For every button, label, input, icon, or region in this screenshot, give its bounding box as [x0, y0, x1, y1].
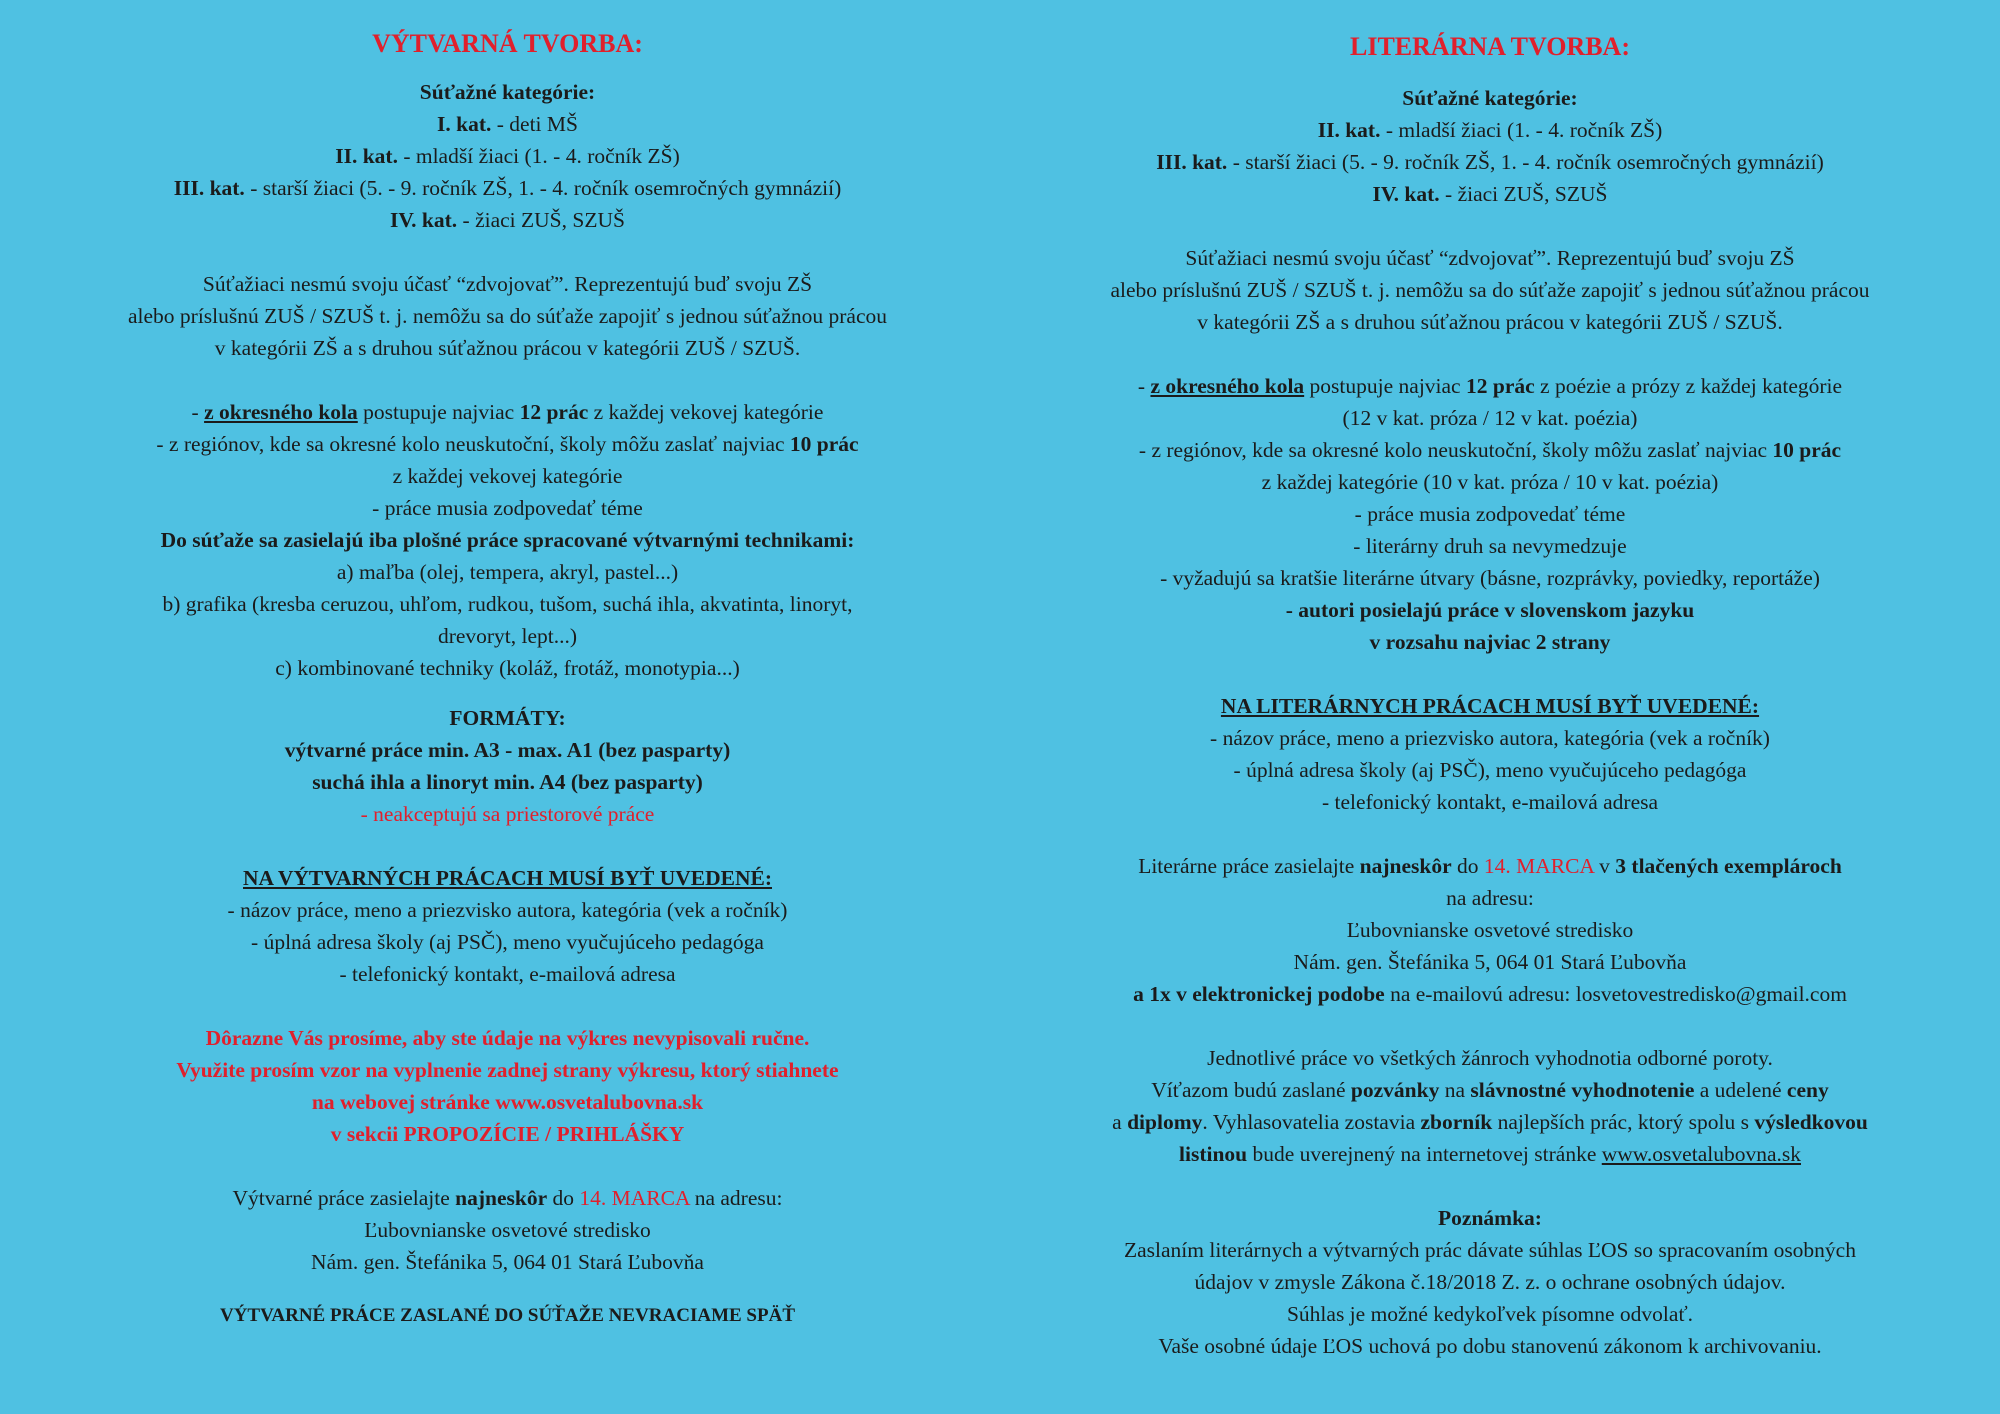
categories-heading: Súťažné kategórie:: [1402, 86, 1578, 110]
category-item: II. kat. - mladší žiaci (1. - 4. ročník ZŠ): [335, 144, 680, 168]
district-round-link: z okresného kola: [1150, 374, 1305, 398]
theme-line: - práce musia zodpovedať téme: [372, 496, 643, 520]
warning-line: v sekcii PROPOZÍCIE / PRIHLÁŠKY: [330, 1122, 685, 1146]
address-line: Nám. gen. Štefánika 5, 064 01 Stará Ľubovňa: [311, 1250, 704, 1274]
rule-item: - práce musia zodpovedať téme: [1354, 502, 1626, 526]
no-return-notice: VÝTVARNÉ PRÁCE ZASLANÉ DO SÚŤAŽE NEVRACIAME SPÄŤ: [219, 1305, 795, 1326]
warning-line: Dôrazne Vás prosíme, aby ste údaje na výkres nevypisovali ručne.: [205, 1026, 810, 1050]
category-item: IV. kat. - žiaci ZUŠ, SZUŠ: [1372, 182, 1608, 206]
technique-item: a) maľba (olej, tempera, akryl, pastel...): [336, 560, 679, 584]
literary-column: [1020, 0, 1960, 1362]
category-item: III. kat. - starší žiaci (5. - 9. ročník ZŠ, 1. - 4. ročník osemročných gymnázií): [173, 176, 842, 200]
rule-line: alebo príslušnú ZUŠ / SZUŠ t. j. nemôžu sa do súťaže zapojiť s jednou súťažnou prácou: [127, 304, 888, 328]
note-line: údajov v zmysle Zákona č.18/2018 Z. z. o ochrane osobných údajov.: [1194, 1270, 1786, 1294]
literary-title: LITERÁRNA TVORBA:: [1350, 32, 1630, 61]
district-round-line: - z okresného kola postupuje najviac 12 prác z poézie a prózy z každej kategórie: [1137, 374, 1843, 398]
region-line-2: z každej kategórie (10 v kat. próza / 10 v kat. poézia): [1261, 470, 1719, 494]
must-item: - telefonický kontakt, e-mailová adresa: [1321, 790, 1659, 814]
warning-line: na webovej stránke www.osvetalubovna.sk: [311, 1090, 704, 1114]
language-line: v rozsahu najviac 2 strany: [1369, 630, 1611, 654]
note-heading: Poznámka:: [1438, 1206, 1542, 1230]
rule-line: v kategórii ZŠ a s druhou súťažnou prácou v kategórii ZUŠ / SZUŠ.: [1197, 310, 1783, 334]
evaluation-line: Víťazom budú zaslané pozvánky na slávnostné vyhodnotenie a udelené ceny: [1151, 1078, 1829, 1102]
categories-heading: Súťažné kategórie:: [419, 80, 596, 104]
must-item: - telefonický kontakt, e-mailová adresa: [339, 962, 676, 986]
warning-line: Využite prosím vzor na vyplnenie zadnej strany výkresu, ktorý stiahnete: [176, 1058, 839, 1082]
rule-line: v kategórii ZŠ a s druhou súťažnou prácou v kategórii ZUŠ / SZUŠ.: [214, 336, 801, 360]
region-line: - z regiónov, kde sa okresné kolo neuskutoční, školy môžu zaslať najviac 10 prác: [1138, 438, 1842, 462]
category-item: IV. kat. - žiaci ZUŠ, SZUŠ: [390, 208, 625, 232]
send-line-2: na adresu:: [1446, 886, 1534, 910]
address-line: Ľubovnianske osvetové stredisko: [364, 1218, 651, 1242]
address-line: Ľubovnianske osvetové stredisko: [1346, 918, 1634, 942]
deadline-date: 14. MARCA: [579, 1186, 690, 1210]
note-line: Vaše osobné údaje ĽOS uchová po dobu stanovenú zákonom k archivovaniu.: [1158, 1334, 1822, 1358]
rule-item: - literárny druh sa nevymedzuje: [1353, 534, 1627, 558]
format-item: výtvarné práce min. A3 - max. A1 (bez pasparty): [284, 738, 731, 762]
rule-line: Súťažiaci nesmú svoju účasť “zdvojovať”. Reprezentujú buď svoju ZŠ: [1185, 246, 1795, 270]
visual-art-title: VÝTVARNÁ TVORBA:: [372, 29, 643, 58]
district-round-link: z okresného kola: [204, 400, 358, 424]
category-item: II. kat. - mladší žiaci (1. - 4. ročník ZŠ): [1317, 118, 1663, 142]
rule-line: alebo príslušnú ZUŠ / SZUŠ t. j. nemôžu sa do súťaže zapojiť s jednou súťažnou prácou: [1110, 278, 1870, 302]
send-line: Výtvarné práce zasielajte najneskôr do 14. MARCA na adresu:: [232, 1186, 783, 1210]
district-round-line: - z okresného kola postupuje najviac 12 prác z každej vekovej kategórie: [191, 400, 824, 424]
must-item: - názov práce, meno a priezvisko autora, kategória (vek a ročník): [227, 898, 788, 922]
note-line: Súhlas je možné kedykoľvek písomne odvolať.: [1286, 1302, 1694, 1326]
must-item: - názov práce, meno a priezvisko autora, kategória (vek a ročník): [1210, 726, 1770, 750]
evaluation-line: Jednotlivé práce vo všetkých žánroch vyhodnotia odborné poroty.: [1207, 1046, 1773, 1070]
formats-heading: FORMÁTY:: [449, 706, 566, 730]
category-item: I. kat. - deti MŠ: [437, 112, 578, 136]
evaluation-line: listinou bude uverejnený na internetovej stránke www.osvetalubovna.sk: [1179, 1142, 1801, 1166]
must-item: - úplná adresa školy (aj PSČ), meno vyučujúceho pedagóga: [1233, 758, 1747, 782]
region-line-2: z každej vekovej kategórie: [392, 464, 623, 488]
must-item: - úplná adresa školy (aj PSČ), meno vyučujúceho pedagóga: [251, 930, 764, 954]
must-heading: NA LITERÁRNYCH PRÁCACH MUSÍ BYŤ UVEDENÉ:: [1220, 694, 1760, 718]
address-line: Nám. gen. Štefánika 5, 064 01 Stará Ľubovňa: [1293, 950, 1687, 974]
district-round-line-2: (12 v kat. próza / 12 v kat. poézia): [1342, 406, 1638, 430]
must-heading: NA VÝTVARNÝCH PRÁCACH MUSÍ BYŤ UVEDENÉ:: [243, 866, 772, 890]
visual-art-column: [40, 0, 975, 1332]
rule-item: - vyžadujú sa kratšie literárne útvary (básne, rozprávky, poviedky, reportáže): [1160, 566, 1820, 590]
format-item: suchá ihla a linoryt min. A4 (bez pasparty): [312, 770, 703, 794]
evaluation-line: a diplomy. Vyhlasovatelia zostavia zborník najlepších prác, ktorý spolu s výsledkovou: [1112, 1110, 1868, 1134]
region-line: - z regiónov, kde sa okresné kolo neuskutoční, školy môžu zaslať najviac 10 prác: [156, 432, 859, 456]
techniques-heading: Do súťaže sa zasielajú iba plošné práce spracované výtvarnými technikami:: [160, 528, 855, 552]
electronic-line: a 1x v elektronickej podobe na e-mailovú adresu: losvetovestredisko@gmail.com: [1133, 982, 1847, 1006]
note-line: Zaslaním literárnych a výtvarných prác dávate súhlas ĽOS so spracovaním osobných: [1124, 1238, 1856, 1262]
send-line: Literárne práce zasielajte najneskôr do 14. MARCA v 3 tlačených exemplároch: [1138, 854, 1842, 878]
technique-item: c) kombinované techniky (koláž, frotáž, monotypia...): [275, 656, 740, 680]
language-line: - autori posielajú práce v slovenskom jazyku: [1285, 598, 1695, 622]
deadline-date: 14. MARCA: [1483, 854, 1594, 878]
rule-line: Súťažiaci nesmú svoju účasť “zdvojovať”. Reprezentujú buď svoju ZŠ: [202, 272, 813, 296]
website-link[interactable]: www.osvetalubovna.sk: [1601, 1142, 1801, 1166]
formats-note: - neakceptujú sa priestorové práce: [360, 802, 655, 826]
technique-item: drevoryt, lept...): [437, 624, 578, 648]
category-item: III. kat. - starší žiaci (5. - 9. ročník ZŠ, 1. - 4. ročník osemročných gymnázií): [1156, 150, 1824, 174]
technique-item: b) grafika (kresba ceruzou, uhľom, rudkou, tušom, suchá ihla, akvatinta, linoryt,: [162, 592, 853, 616]
